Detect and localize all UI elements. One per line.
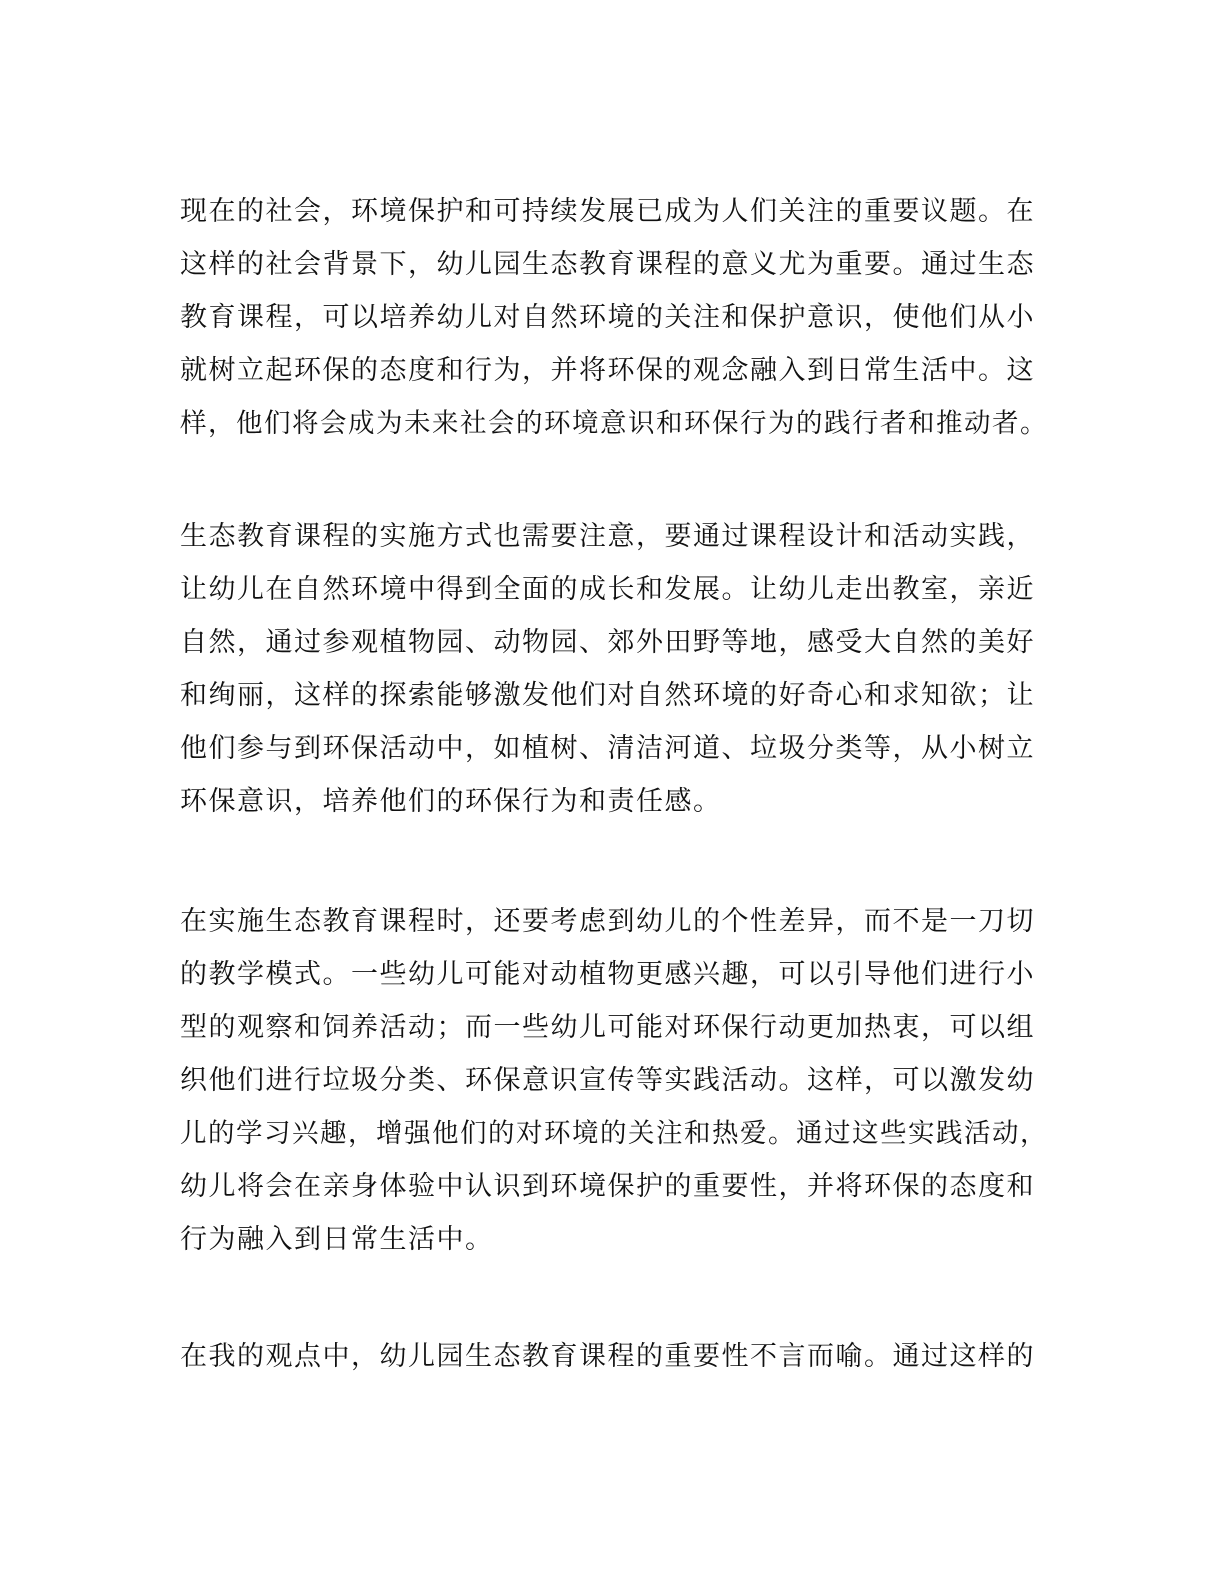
text-line: 环保意识，培养他们的环保行为和责任感。 bbox=[180, 786, 722, 817]
text-line: 在我的观点中，幼儿园生态教育课程的重要性不言而喻。通过这样的 bbox=[180, 1341, 1035, 1372]
paragraph-1 bbox=[180, 185, 1060, 450]
paragraph-3 bbox=[180, 895, 1060, 1266]
text-line: 自然，通过参观植物园、动物园、郊外田野等地，感受大自然的美好 bbox=[180, 627, 1035, 658]
text-line: 现在的社会，环境保护和可持续发展已成为人们关注的重要议题。在 bbox=[180, 196, 1035, 227]
text-line: 就树立起环保的态度和行为，并将环保的观念融入到日常生活中。这 bbox=[180, 355, 1035, 386]
text-line: 教育课程，可以培养幼儿对自然环境的关注和保护意识，使他们从小 bbox=[180, 302, 1035, 333]
text-line: 样，他们将会成为未来社会的环境意识和环保行为的践行者和推动者。 bbox=[180, 408, 1048, 439]
text-line: 的教学模式。一些幼儿可能对动植物更感兴趣，可以引导他们进行小 bbox=[180, 959, 1035, 990]
text-line: 生态教育课程的实施方式也需要注意，要通过课程设计和活动实践， bbox=[180, 521, 1035, 552]
paragraph-4 bbox=[180, 1330, 1060, 1383]
text-line: 让幼儿在自然环境中得到全面的成长和发展。让幼儿走出教室，亲近 bbox=[180, 574, 1035, 605]
text-line: 儿的学习兴趣，增强他们的对环境的关注和热爱。通过这些实践活动， bbox=[180, 1118, 1048, 1149]
paragraph-2 bbox=[180, 510, 1060, 828]
text-line: 他们参与到环保活动中，如植树、清洁河道、垃圾分类等，从小树立 bbox=[180, 733, 1035, 764]
text-line: 型的观察和饲养活动；而一些幼儿可能对环保行动更加热衷，可以组 bbox=[180, 1012, 1035, 1043]
text-line: 幼儿将会在亲身体验中认识到环境保护的重要性，并将环保的态度和 bbox=[180, 1171, 1035, 1202]
text-line: 织他们进行垃圾分类、环保意识宣传等实践活动。这样，可以激发幼 bbox=[180, 1065, 1035, 1096]
text-line: 行为融入到日常生活中。 bbox=[180, 1224, 494, 1255]
text-line: 这样的社会背景下，幼儿园生态教育课程的意义尤为重要。通过生态 bbox=[180, 249, 1035, 280]
text-line: 在实施生态教育课程时，还要考虑到幼儿的个性差异，而不是一刀切 bbox=[180, 906, 1035, 937]
text-line: 和绚丽，这样的探索能够激发他们对自然环境的好奇心和求知欲；让 bbox=[180, 680, 1035, 711]
